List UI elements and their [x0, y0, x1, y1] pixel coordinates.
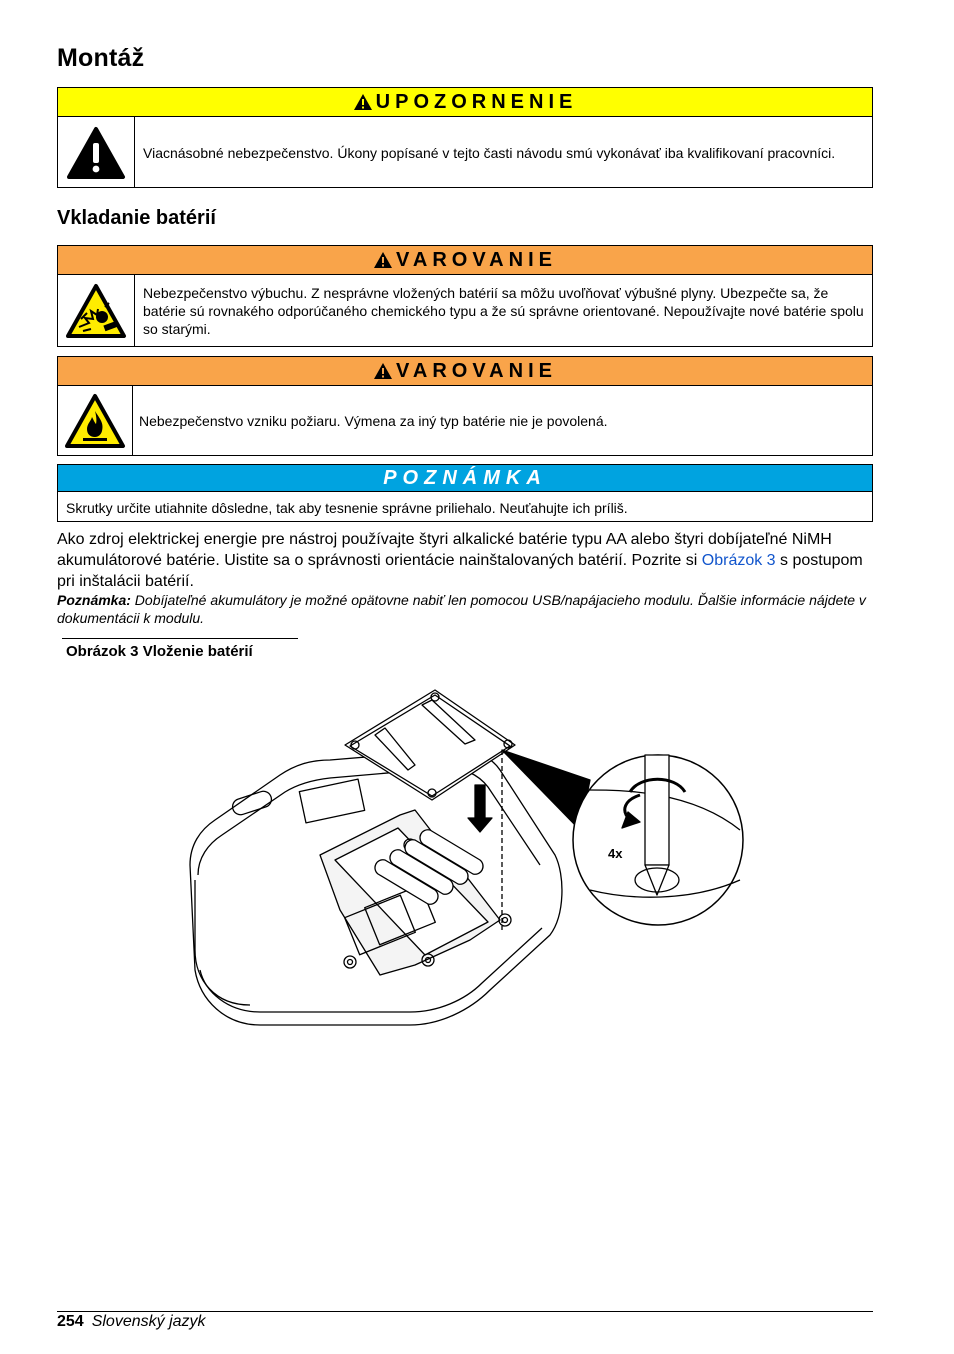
- warning-explosion-box: [57, 245, 873, 347]
- note-label: Poznámka:: [57, 592, 131, 608]
- warning-fire-text: Nebezpečenstvo vzniku požiaru. Výmena za iný typ batérie nie je povolená.: [139, 413, 608, 429]
- general-hazard-icon: [58, 117, 135, 188]
- figure-rule: [62, 638, 298, 639]
- warning-triangle-icon: [373, 362, 393, 380]
- footer: [57, 1313, 206, 1331]
- page-title: Montáž: [57, 44, 145, 72]
- caution-header: [58, 88, 872, 117]
- figure-caption: Obrázok 3 Vloženie batérií: [66, 643, 253, 660]
- notice-header-label: POZNÁMKA: [383, 466, 547, 489]
- warning-fire-box: [57, 356, 873, 456]
- body-paragraph: [57, 529, 867, 592]
- explosion-hazard-icon: [58, 275, 135, 347]
- section-title: Vkladanie batérií: [57, 207, 216, 229]
- warning-explosion-text: Nebezpečenstvo výbuchu. Z nesprávne vložených batérií sa môžu uvoľňovať výbušné plyny. Ubezpečte sa, že batérie sú rovnakého odporúčaného chemického typu a že sú správne orientované. Nepoužívajte nové batérie spolu so starými.: [143, 285, 864, 337]
- warning-header: [58, 246, 872, 275]
- note-text: Dobíjateľné akumulátory je možné opätovne nabiť len pomocou USB/napájacieho modulu. Ďalšie informácie nájdete v dokumentácii k modulu.: [57, 592, 866, 626]
- note: [57, 591, 867, 627]
- caution-header-label: UPOZORNENIE: [375, 90, 578, 113]
- callout-label: 4x: [608, 846, 623, 861]
- warning-header-label: VAROVANIE: [396, 359, 557, 382]
- caution-box: [57, 87, 873, 188]
- warning-header-label: VAROVANIE: [396, 248, 557, 271]
- body-text-1: Ako zdroj elektrickej energie pre nástroj používajte štyri alkalické batérie typu AA alebo štyri dobíjateľné NiMH akumulátorové batérie. Uistite sa o správnosti orientácie nainštalovaných batérií. Pozrite si: [57, 531, 832, 569]
- warning-triangle-icon: [373, 251, 393, 269]
- footer-language: Slovenský jazyk: [91, 1313, 206, 1330]
- body-text-2: s postupom pri inštalácii batérií.: [57, 552, 863, 590]
- battery-installation-illustration: [170, 680, 760, 1040]
- notice-header: [58, 465, 872, 492]
- figure-link[interactable]: Obrázok 3: [701, 552, 776, 569]
- notice-text: Skrutky určite utiahnite dôsledne, tak aby tesnenie správne priliehalo. Neuťahujte ich príliš.: [66, 499, 628, 516]
- fire-hazard-icon: [58, 386, 133, 456]
- warning-header: [58, 357, 872, 386]
- notice-box: [57, 464, 873, 522]
- page-number: 254: [57, 1313, 84, 1330]
- caution-text: Viacnásobné nebezpečenstvo. Úkony popísané v tejto časti návodu smú vykonávať iba kvalifikovaní pracovníci.: [143, 144, 836, 161]
- footer-rule: [57, 1311, 873, 1312]
- warning-triangle-icon: [353, 93, 373, 111]
